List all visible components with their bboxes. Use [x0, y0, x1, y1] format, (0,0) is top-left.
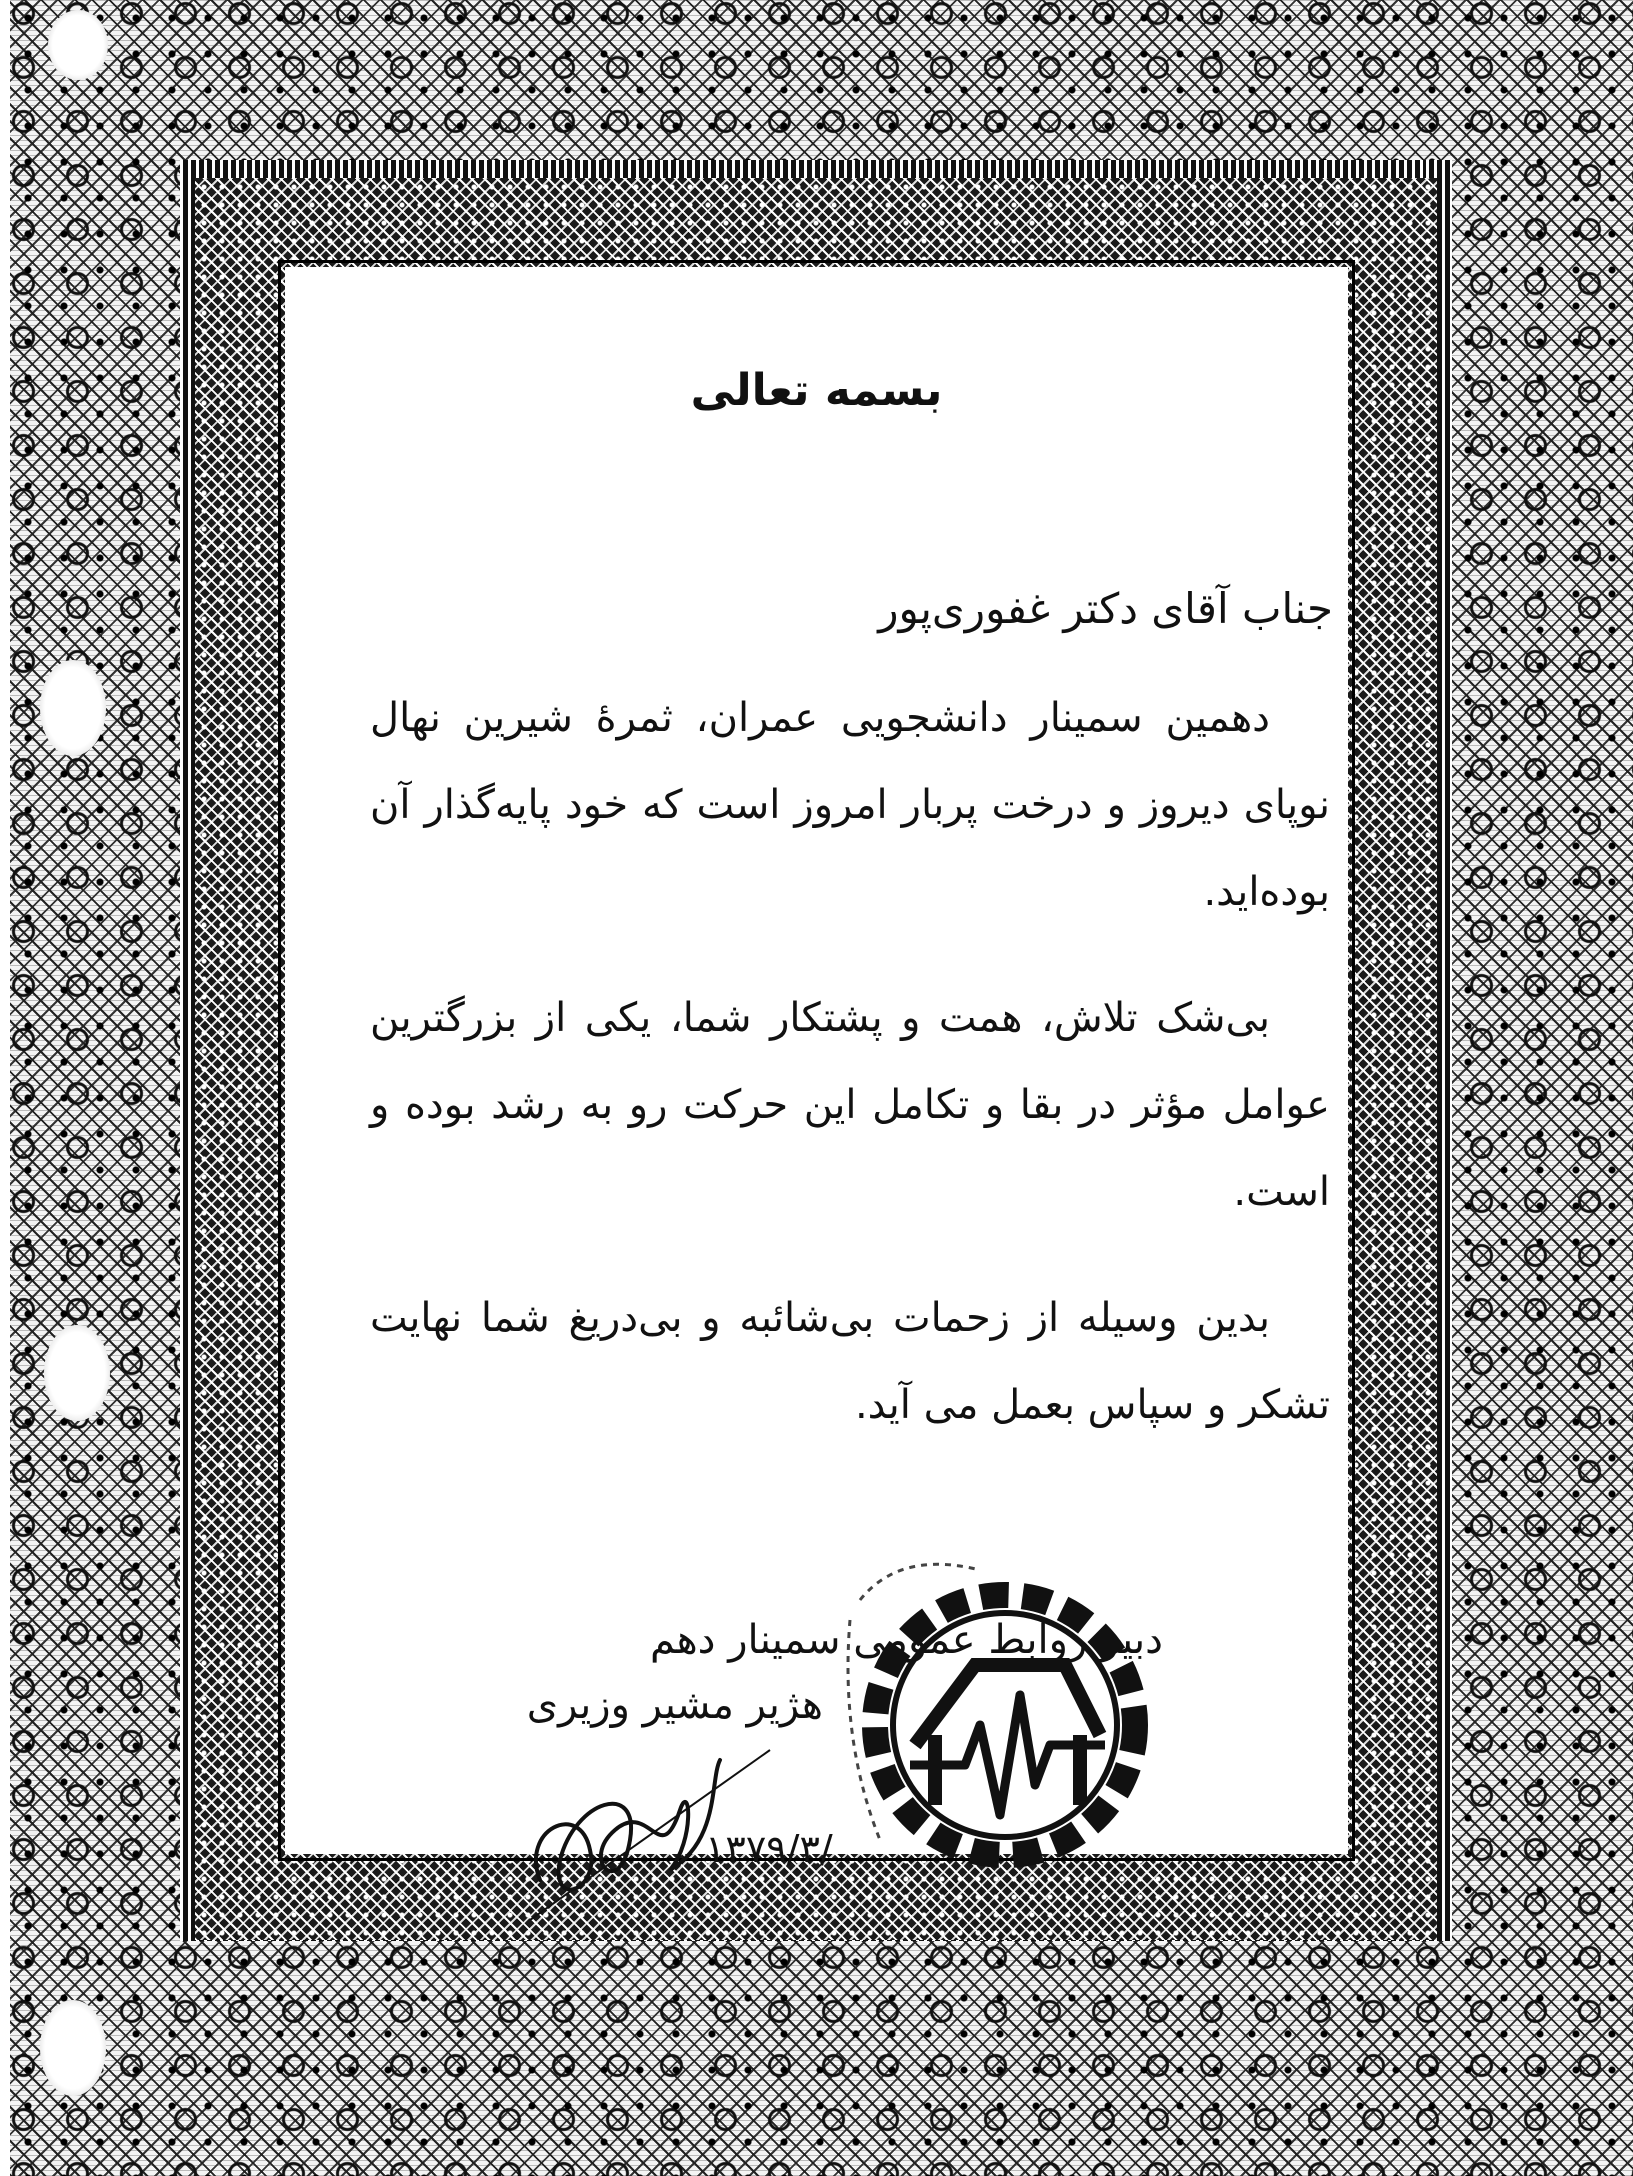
handwritten-signature [520, 1740, 780, 1930]
letter-paragraph-1: دهمین سمینار دانشجویی عمران، ثمرهٔ شیرین نهال نوپای دیروز و درخت پربار امروز است که خود پایه‌گذار آن بوده‌اید. [370, 695, 1330, 915]
letter-recipient: جناب آقای دکتر غفوری‌پور [878, 584, 1333, 633]
binder-hole [40, 660, 106, 756]
signature-title: دبیر روابط عمومی سمینار دهم [649, 1617, 1163, 1663]
letter-paragraph-3: بدین وسیله از زحمات بی‌شائبه و بی‌دریغ شما نهایت تشکر و سپاس بعمل می آید. [370, 1295, 1330, 1428]
letter-heading: بسمه تعالی [690, 365, 943, 416]
binder-hole [48, 10, 108, 80]
organization-stamp [840, 1560, 1170, 1890]
signature-name: هژیر مشیر وزیری [526, 1682, 823, 1728]
binder-hole [44, 1325, 110, 1421]
letter-paragraph-2: بی‌شک تلاش، همت و پشتکار شما، یکی از بزرگترین عوامل مؤثر در بقا و تکامل این حرکت رو به رشد بوده و است. [370, 995, 1330, 1215]
letter-date: ۱۳۷۹/۳/ [705, 1827, 833, 1871]
binder-hole [40, 2000, 106, 2096]
